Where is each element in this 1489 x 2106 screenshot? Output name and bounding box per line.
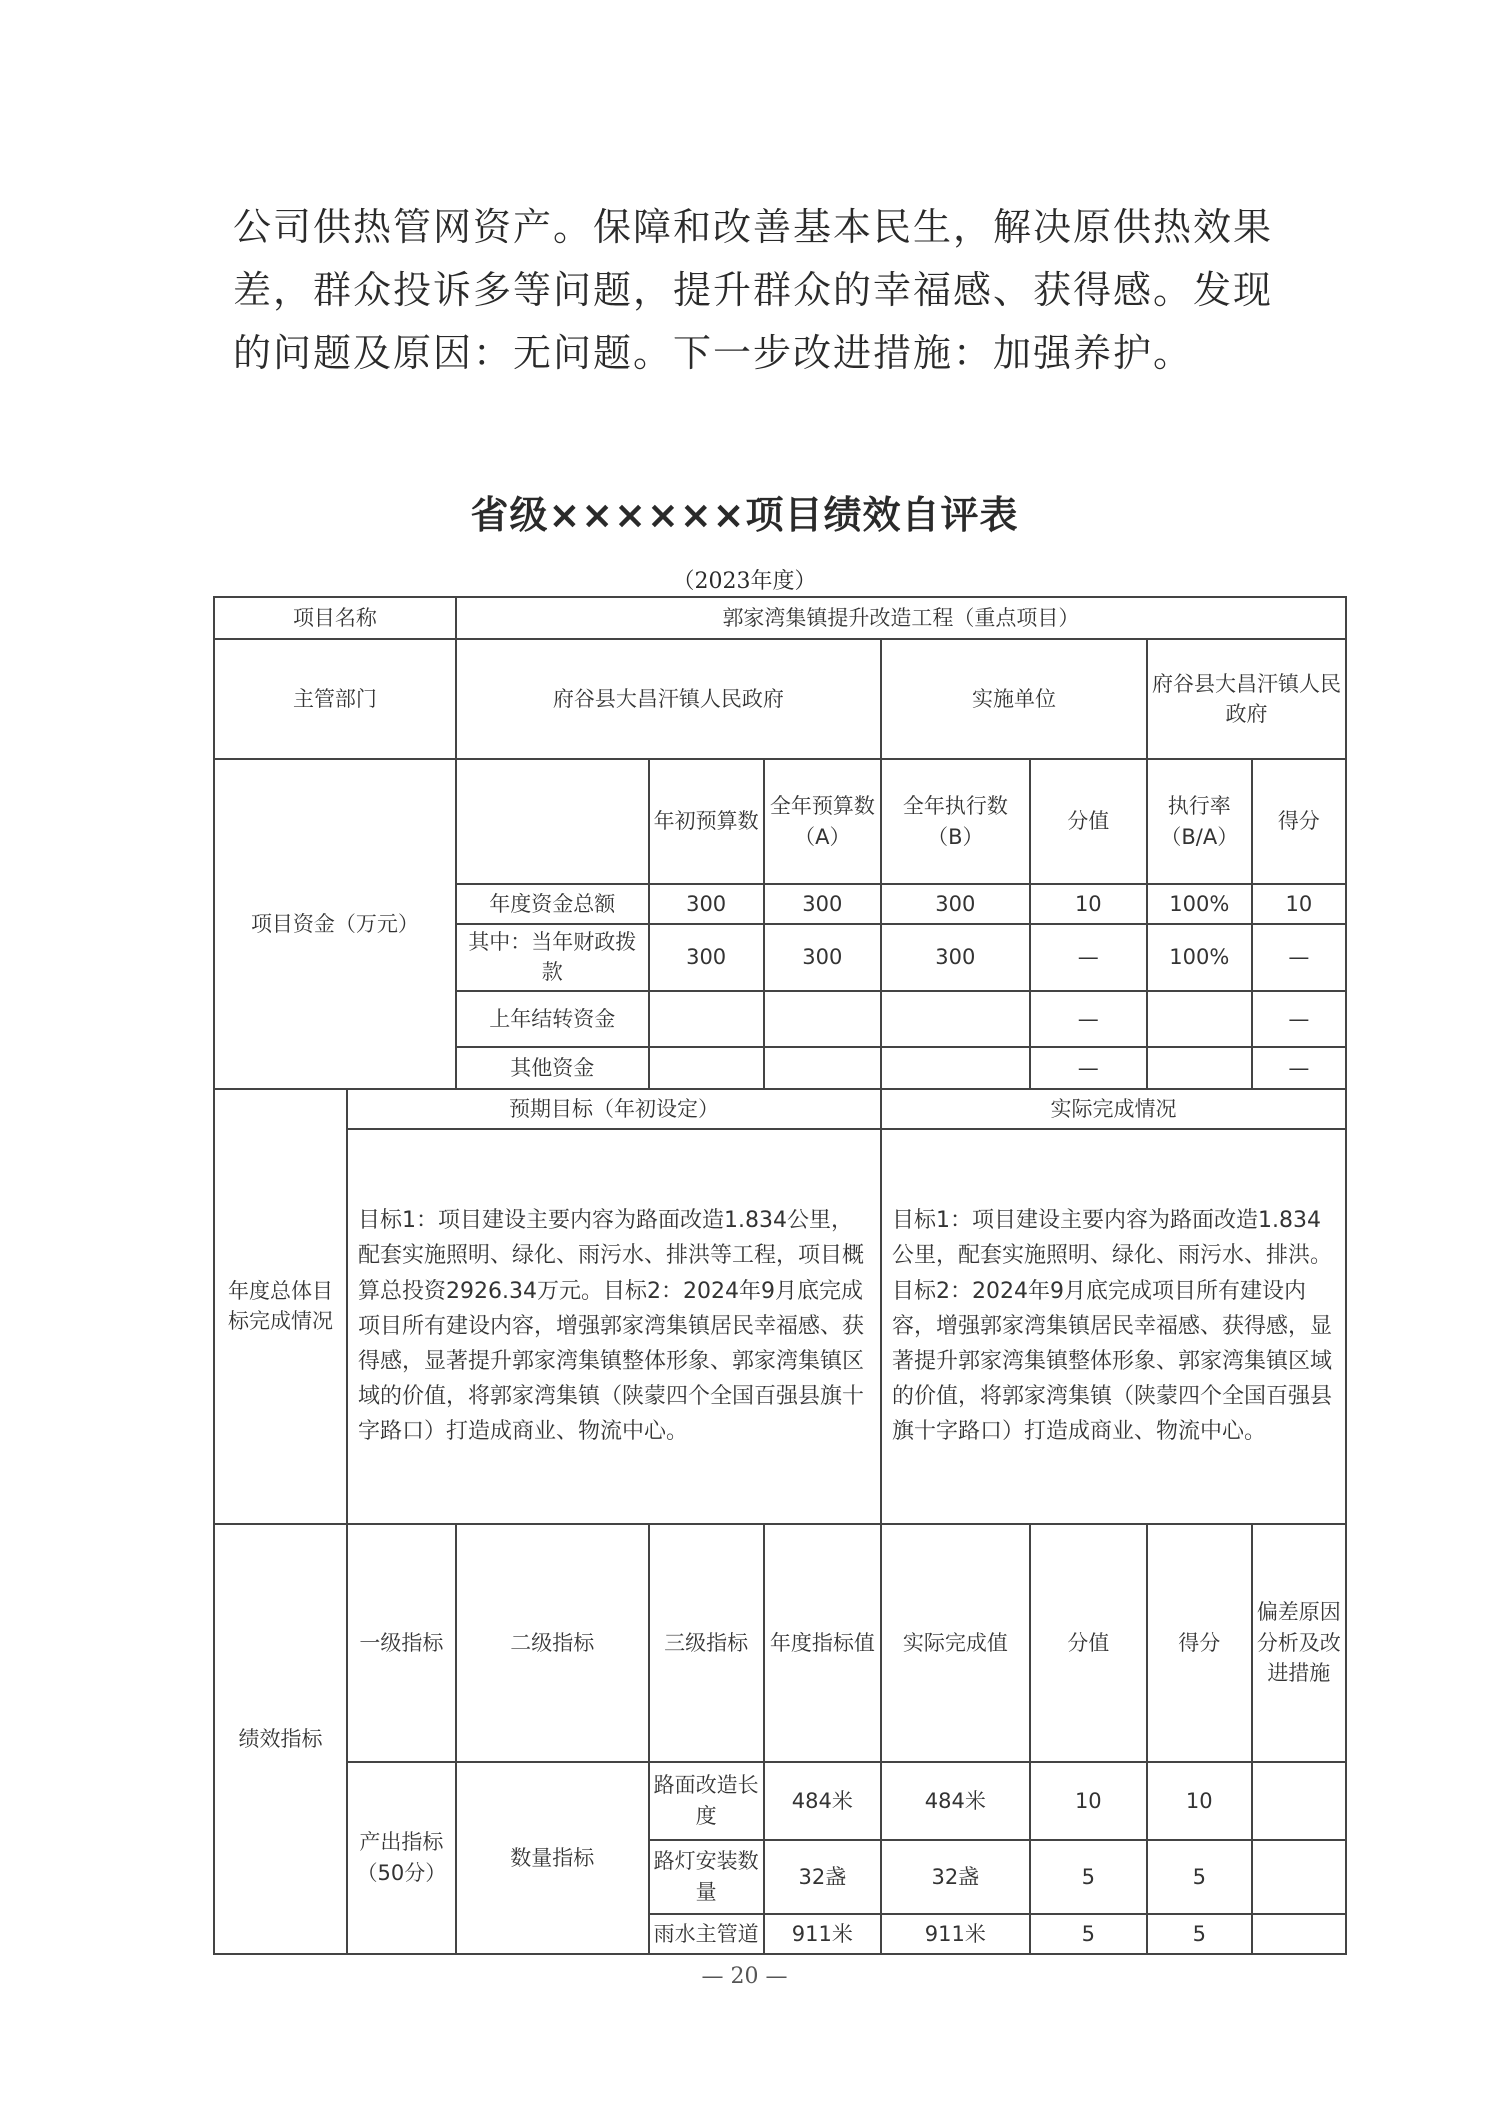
funds-cell: 300: [649, 884, 764, 924]
funds-cell: [1147, 1047, 1252, 1089]
body-paragraph: 公司供热管网资产。保障和改善基本民生，解决原供热效果差，群众投诉多等问题，提升群众的幸福感、获得感。发现的问题及原因：无问题。下一步改进措施：加强养护。: [233, 205, 1274, 375]
page-number: — 20 —: [701, 1964, 788, 1989]
perf-cell-level3: 路面改造长度: [649, 1762, 764, 1840]
funds-cell: 100%: [1147, 924, 1252, 991]
actual-goals-text: 目标1：项目建设主要内容为路面改造1.834公里，配套实施照明、绿化、雨污水、排洪。目标2：2024年9月底完成项目所有建设内容，增强郭家湾集镇居民幸福感、获得感，显著提升郭家湾集镇整体形象、郭家湾集镇区域的价值，将郭家湾集镇（陕蒙四个全国百强县旗十字路口）打造成商业、物流中心。: [881, 1129, 1346, 1524]
perf-header-level2: 二级指标: [456, 1524, 649, 1762]
funds-cell: 300: [881, 884, 1030, 924]
perf-cell-level3: 雨水主管道: [649, 1914, 764, 1954]
funds-cell: [1147, 991, 1252, 1047]
funds-cell: 300: [881, 924, 1030, 991]
perf-cell: 5: [1147, 1914, 1252, 1954]
perf-header-actual: 实际完成值: [881, 1524, 1030, 1762]
perf-cell: 5: [1030, 1840, 1147, 1914]
project-name-label: 项目名称: [214, 597, 456, 639]
impl-unit-value: 府谷县大昌汗镇人民政府: [1147, 639, 1346, 759]
funds-cell: —: [1030, 991, 1147, 1047]
dept-value: 府谷县大昌汗镇人民政府: [456, 639, 881, 759]
funds-cell: 10: [1252, 884, 1346, 924]
funds-row-label: 其中：当年财政拨款: [456, 924, 649, 991]
funds-label: 项目资金（万元）: [214, 759, 456, 1089]
table-title: 省级××××××项目绩效自评表: [470, 493, 1019, 537]
perf-cell: 911米: [881, 1914, 1030, 1954]
funds-cell: [881, 991, 1030, 1047]
funds-header-executed: 全年执行数（B）: [881, 759, 1030, 884]
funds-row-label: 其他资金: [456, 1047, 649, 1089]
expected-label: 预期目标（年初设定）: [347, 1089, 881, 1129]
perf-row: [214, 1762, 1346, 1840]
funds-cell: 300: [649, 924, 764, 991]
perf-cell: 32盏: [881, 1840, 1030, 1914]
output-indicator-label: 产出指标（50分）: [347, 1762, 456, 1954]
funds-cell: [764, 1047, 881, 1089]
perf-header-score-value: 分值: [1030, 1524, 1147, 1762]
perf-cell: 484米: [764, 1762, 881, 1840]
perf-cell: [1252, 1762, 1346, 1840]
performance-table: [213, 596, 1347, 1955]
perf-cell: 484米: [881, 1762, 1030, 1840]
perf-label: 绩效指标: [214, 1524, 347, 1954]
funds-cell: —: [1252, 924, 1346, 991]
perf-header-level1: 一级指标: [347, 1524, 456, 1762]
funds-cell: 300: [764, 884, 881, 924]
funds-cell: 10: [1030, 884, 1147, 924]
funds-cell: —: [1030, 924, 1147, 991]
perf-cell: 5: [1147, 1840, 1252, 1914]
funds-header-initial: 年初预算数: [649, 759, 764, 884]
perf-header-deviation: 偏差原因分析及改进措施: [1252, 1524, 1346, 1762]
quantity-indicator-label: 数量指标: [456, 1762, 649, 1954]
table-year: （2023年度）: [672, 569, 817, 594]
perf-cell: [1252, 1840, 1346, 1914]
funds-cell: [649, 1047, 764, 1089]
perf-cell: 911米: [764, 1914, 881, 1954]
perf-cell: 10: [1030, 1762, 1147, 1840]
funds-cell: —: [1252, 1047, 1346, 1089]
funds-header-blank: [456, 759, 649, 884]
impl-unit-label: 实施单位: [881, 639, 1147, 759]
perf-cell: 32盏: [764, 1840, 881, 1914]
funds-cell: [649, 991, 764, 1047]
perf-cell: 10: [1147, 1762, 1252, 1840]
perf-cell-level3: 路灯安装数量: [649, 1840, 764, 1914]
expected-goals-text: 目标1：项目建设主要内容为路面改造1.834公里，配套实施照明、绿化、雨污水、排洪等工程，项目概算总投资2926.34万元。目标2：2024年9月底完成项目所有建设内容，增强郭家湾集镇居民幸福感、获得感，显著提升郭家湾集镇整体形象、郭家湾集镇区域的价值，将郭家湾集镇（陕蒙四个全国百强县旗十字路口）打造成商业、物流中心。: [347, 1129, 881, 1524]
perf-header-target: 年度指标值: [764, 1524, 881, 1762]
perf-header-level3: 三级指标: [649, 1524, 764, 1762]
goals-label: 年度总体目标完成情况: [214, 1089, 347, 1524]
funds-header-exec-rate: 执行率（B/A）: [1147, 759, 1252, 884]
funds-header-score-value: 分值: [1030, 759, 1147, 884]
actual-label: 实际完成情况: [881, 1089, 1346, 1129]
funds-cell: —: [1030, 1047, 1147, 1089]
funds-row-label: 年度资金总额: [456, 884, 649, 924]
funds-cell: 300: [764, 924, 881, 991]
funds-header-annual: 全年预算数（A）: [764, 759, 881, 884]
project-name: 郭家湾集镇提升改造工程（重点项目）: [456, 597, 1346, 639]
funds-header-score: 得分: [1252, 759, 1346, 884]
perf-cell: 5: [1030, 1914, 1147, 1954]
funds-cell: —: [1252, 991, 1346, 1047]
funds-cell: [881, 1047, 1030, 1089]
dept-label: 主管部门: [214, 639, 456, 759]
funds-cell: [764, 991, 881, 1047]
perf-header-score: 得分: [1147, 1524, 1252, 1762]
funds-row-label: 上年结转资金: [456, 991, 649, 1047]
perf-cell: [1252, 1914, 1346, 1954]
funds-cell: 100%: [1147, 884, 1252, 924]
